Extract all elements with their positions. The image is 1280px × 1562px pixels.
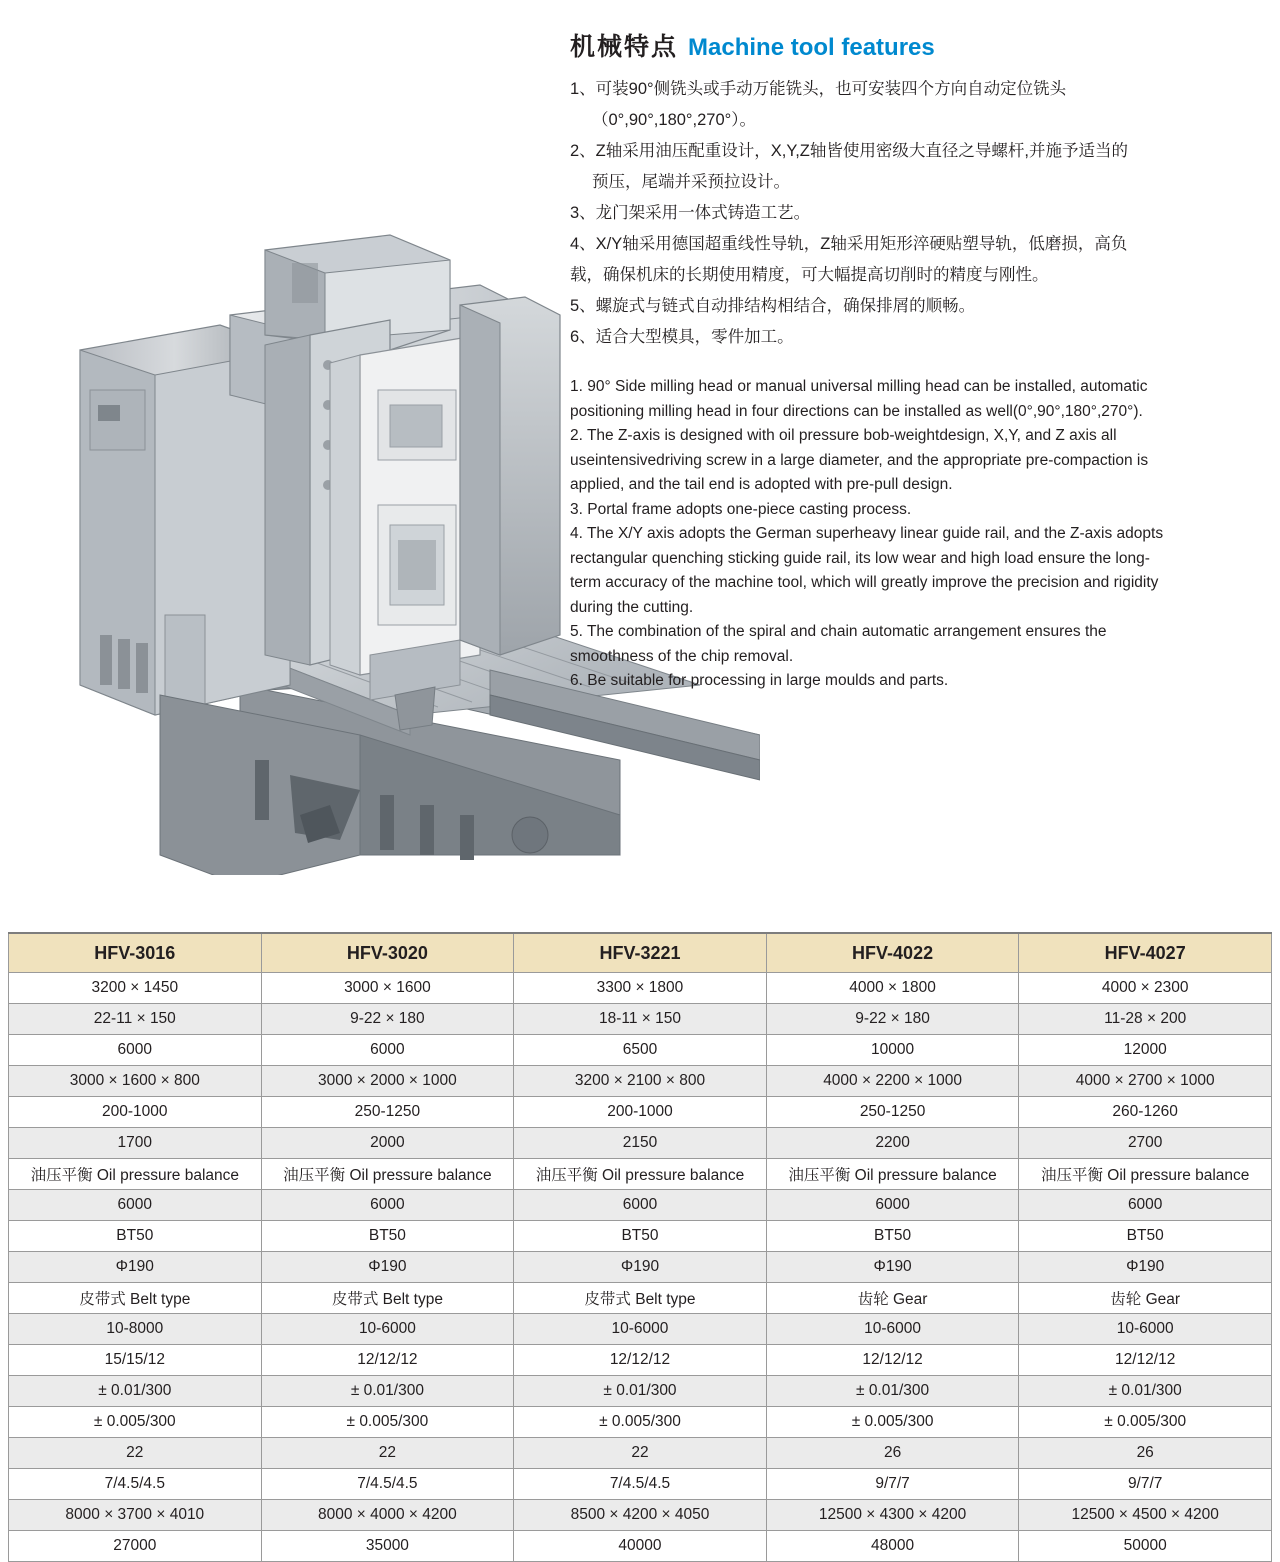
- feature-cn-line: 4、X/Y轴采用德国超重线性导轨，Z轴采用矩形淬硬贴塑导轨，低磨损，高负: [570, 235, 1128, 253]
- table-cell: 4000 × 2200 × 1000: [766, 1066, 1019, 1097]
- table-cell: 22: [9, 1438, 262, 1469]
- table-cell: 40000: [514, 1531, 767, 1562]
- table-cell: 油压平衡 Oil pressure balance: [766, 1159, 1019, 1190]
- table-cell: 26: [1019, 1438, 1272, 1469]
- table-cell: 10-6000: [1019, 1314, 1272, 1345]
- table-cell: 9/7/7: [1019, 1469, 1272, 1500]
- features-list-cn: [570, 74, 1250, 353]
- page-title: [570, 28, 1250, 60]
- table-cell: 6000: [1019, 1190, 1272, 1221]
- table-cell: 15/15/12: [9, 1345, 262, 1376]
- table-cell: BT50: [514, 1221, 767, 1252]
- table-cell: 油压平衡 Oil pressure balance: [261, 1159, 514, 1190]
- model-header-cell: HFV-3020: [261, 933, 514, 973]
- table-cell: BT50: [766, 1221, 1019, 1252]
- feature-cn-line: 载，确保机床的长期使用精度，可大幅提高切削时的精度与刚性。: [570, 266, 1049, 284]
- table-cell: 200-1000: [9, 1097, 262, 1128]
- table-cell: 皮带式 Belt type: [261, 1283, 514, 1314]
- model-header-cell: HFV-3221: [514, 933, 767, 973]
- table-row: [9, 1407, 1272, 1438]
- table-cell: 4000 × 1800: [766, 973, 1019, 1004]
- table-cell: 齿轮 Gear: [1019, 1283, 1272, 1314]
- table-row: [9, 1004, 1272, 1035]
- table-cell: ± 0.01/300: [766, 1376, 1019, 1407]
- table-cell: 7/4.5/4.5: [514, 1469, 767, 1500]
- table-cell: 6000: [766, 1190, 1019, 1221]
- feature-cn-line: 5、螺旋式与链式自动排结构相结合，确保排屑的顺畅。: [570, 297, 976, 315]
- table-cell: 18-11 × 150: [514, 1004, 767, 1035]
- table-cell: 12/12/12: [514, 1345, 767, 1376]
- table-cell: 3000 × 2000 × 1000: [261, 1066, 514, 1097]
- table-cell: BT50: [261, 1221, 514, 1252]
- feature-cn-line: （0°,90°,180°,270°）。: [592, 111, 756, 129]
- feature-cn-line: 6、适合大型模具，零件加工。: [570, 328, 794, 346]
- feature-en-line: during the cutting.: [570, 598, 694, 616]
- feature-cn-line: 3、龙门架采用一体式铸造工艺。: [570, 204, 811, 222]
- table-cell: Φ190: [9, 1252, 262, 1283]
- table-cell: 26: [766, 1438, 1019, 1469]
- table-cell: BT50: [1019, 1221, 1272, 1252]
- table-row: [9, 1159, 1272, 1190]
- table-cell: Φ190: [261, 1252, 514, 1283]
- page-title-en: Machine tool features: [688, 34, 935, 61]
- table-cell: 10-6000: [514, 1314, 767, 1345]
- features-block: [570, 28, 1250, 694]
- table-cell: ± 0.005/300: [766, 1407, 1019, 1438]
- table-cell: 8000 × 4000 × 4200: [261, 1500, 514, 1531]
- feature-en-line: smoothness of the chip removal.: [570, 647, 794, 665]
- specification-table: [8, 932, 1272, 1562]
- table-cell: 7/4.5/4.5: [9, 1469, 262, 1500]
- table-cell: ± 0.01/300: [1019, 1376, 1272, 1407]
- features-list-en: [570, 375, 1250, 694]
- table-row: [9, 1066, 1272, 1097]
- table-cell: 6500: [514, 1035, 767, 1066]
- table-cell: ± 0.005/300: [9, 1407, 262, 1438]
- table-cell: 2150: [514, 1128, 767, 1159]
- table-cell: 9/7/7: [766, 1469, 1019, 1500]
- table-cell: 3000 × 1600 × 800: [9, 1066, 262, 1097]
- feature-en-line: useintensivedriving screw in a large diameter, and the appropriate pre-compaction is: [570, 451, 1149, 469]
- table-row: [9, 1190, 1272, 1221]
- table-cell: 8500 × 4200 × 4050: [514, 1500, 767, 1531]
- table-row: [9, 1531, 1272, 1562]
- feature-en-line: 6. Be suitable for processing in large moulds and parts.: [570, 672, 949, 689]
- feature-en-line: 4. The X/Y axis adopts the German superheavy linear guide rail, and the Z-axis adopts: [570, 525, 1164, 542]
- table-cell: 27000: [9, 1531, 262, 1562]
- page-title-cn: 机械特点: [570, 33, 679, 61]
- table-cell: 22-11 × 150: [9, 1004, 262, 1035]
- feature-en-line: 1. 90° Side milling head or manual universal milling head can be installed, automatic: [570, 378, 1148, 395]
- table-cell: 6000: [261, 1190, 514, 1221]
- table-cell: 48000: [766, 1531, 1019, 1562]
- table-cell: 10-6000: [261, 1314, 514, 1345]
- table-cell: ± 0.01/300: [514, 1376, 767, 1407]
- table-cell: 260-1260: [1019, 1097, 1272, 1128]
- table-cell: 2200: [766, 1128, 1019, 1159]
- table-cell: 油压平衡 Oil pressure balance: [514, 1159, 767, 1190]
- table-cell: Φ190: [514, 1252, 767, 1283]
- table-cell: 3000 × 1600: [261, 973, 514, 1004]
- table-cell: 12000: [1019, 1035, 1272, 1066]
- table-cell: 35000: [261, 1531, 514, 1562]
- table-cell: 4000 × 2700 × 1000: [1019, 1066, 1272, 1097]
- table-row: [9, 1252, 1272, 1283]
- table-row: [9, 1097, 1272, 1128]
- table-cell: 12/12/12: [1019, 1345, 1272, 1376]
- table-cell: 6000: [261, 1035, 514, 1066]
- feature-cn-line: 预压，尾端并采预拉设计。: [592, 173, 790, 191]
- table-row: [9, 1221, 1272, 1252]
- feature-en-line: term accuracy of the machine tool, which will greatly improve the precision and rigidity: [570, 574, 1159, 591]
- table-cell: 11-28 × 200: [1019, 1004, 1272, 1035]
- table-cell: 9-22 × 180: [261, 1004, 514, 1035]
- table-cell: ± 0.01/300: [261, 1376, 514, 1407]
- table-row: [9, 1500, 1272, 1531]
- table-cell: 10-6000: [766, 1314, 1019, 1345]
- table-cell: ± 0.005/300: [261, 1407, 514, 1438]
- table-row: [9, 1314, 1272, 1345]
- feature-en-line: positioning milling head in four directions can be installed as well(0°,90°,180°,270°).: [570, 402, 1143, 420]
- table-cell: 3200 × 2100 × 800: [514, 1066, 767, 1097]
- table-row: [9, 1376, 1272, 1407]
- table-cell: 22: [514, 1438, 767, 1469]
- table-cell: 200-1000: [514, 1097, 767, 1128]
- table-cell: 6000: [514, 1190, 767, 1221]
- table-cell: 8000 × 3700 × 4010: [9, 1500, 262, 1531]
- model-header-cell: HFV-4027: [1019, 933, 1272, 973]
- table-cell: 1700: [9, 1128, 262, 1159]
- table-cell: 2000: [261, 1128, 514, 1159]
- table-header-row: [9, 933, 1272, 973]
- table-cell: Φ190: [1019, 1252, 1272, 1283]
- model-header-cell: HFV-3016: [9, 933, 262, 973]
- table-cell: 22: [261, 1438, 514, 1469]
- feature-en-line: 3. Portal frame adopts one-piece casting process.: [570, 500, 912, 518]
- table-cell: 250-1250: [766, 1097, 1019, 1128]
- table-row: [9, 1469, 1272, 1500]
- feature-cn-line: 2、Z轴采用油压配重设计，X,Y,Z轴皆使用密级大直径之导螺杆,并施予适当的: [570, 142, 1128, 160]
- table-cell: 3200 × 1450: [9, 973, 262, 1004]
- table-cell: Φ190: [766, 1252, 1019, 1283]
- table-cell: 6000: [9, 1035, 262, 1066]
- table-row: [9, 1438, 1272, 1469]
- table-cell: 250-1250: [261, 1097, 514, 1128]
- specification-table-wrapper: [8, 932, 1272, 1562]
- table-cell: BT50: [9, 1221, 262, 1252]
- table-cell: 10-8000: [9, 1314, 262, 1345]
- table-cell: 油压平衡 Oil pressure balance: [1019, 1159, 1272, 1190]
- table-row: [9, 1345, 1272, 1376]
- table-cell: 12500 × 4300 × 4200: [766, 1500, 1019, 1531]
- table-cell: 12/12/12: [766, 1345, 1019, 1376]
- feature-en-line: 5. The combination of the spiral and chain automatic arrangement ensures the: [570, 623, 1107, 640]
- table-cell: 4000 × 2300: [1019, 973, 1272, 1004]
- table-cell: 10000: [766, 1035, 1019, 1066]
- table-cell: ± 0.005/300: [514, 1407, 767, 1438]
- table-cell: 油压平衡 Oil pressure balance: [9, 1159, 262, 1190]
- table-row: [9, 1283, 1272, 1314]
- feature-en-line: 2. The Z-axis is designed with oil pressure bob-weightdesign, X,Y, and Z axis all: [570, 427, 1117, 444]
- table-cell: 50000: [1019, 1531, 1272, 1562]
- table-cell: ± 0.005/300: [1019, 1407, 1272, 1438]
- table-cell: 6000: [9, 1190, 262, 1221]
- feature-cn-line: 1、可装90°侧铣头或手动万能铣头，也可安装四个方向自动定位铣头: [570, 80, 1067, 98]
- table-cell: 7/4.5/4.5: [261, 1469, 514, 1500]
- table-cell: 12500 × 4500 × 4200: [1019, 1500, 1272, 1531]
- table-row: [9, 1128, 1272, 1159]
- model-header-cell: HFV-4022: [766, 933, 1019, 973]
- table-cell: 皮带式 Belt type: [514, 1283, 767, 1314]
- feature-en-line: applied, and the tail end is adopted with pre-pull design.: [570, 476, 953, 493]
- feature-en-line: rectangular quenching sticking guide rail, its low wear and high load ensure the long-: [570, 549, 1150, 567]
- table-cell: 3300 × 1800: [514, 973, 767, 1004]
- table-cell: 9-22 × 180: [766, 1004, 1019, 1035]
- table-row: [9, 1035, 1272, 1066]
- table-cell: 皮带式 Belt type: [9, 1283, 262, 1314]
- table-cell: 2700: [1019, 1128, 1272, 1159]
- table-cell: 齿轮 Gear: [766, 1283, 1019, 1314]
- table-cell: 12/12/12: [261, 1345, 514, 1376]
- table-row: [9, 973, 1272, 1004]
- table-cell: ± 0.01/300: [9, 1376, 262, 1407]
